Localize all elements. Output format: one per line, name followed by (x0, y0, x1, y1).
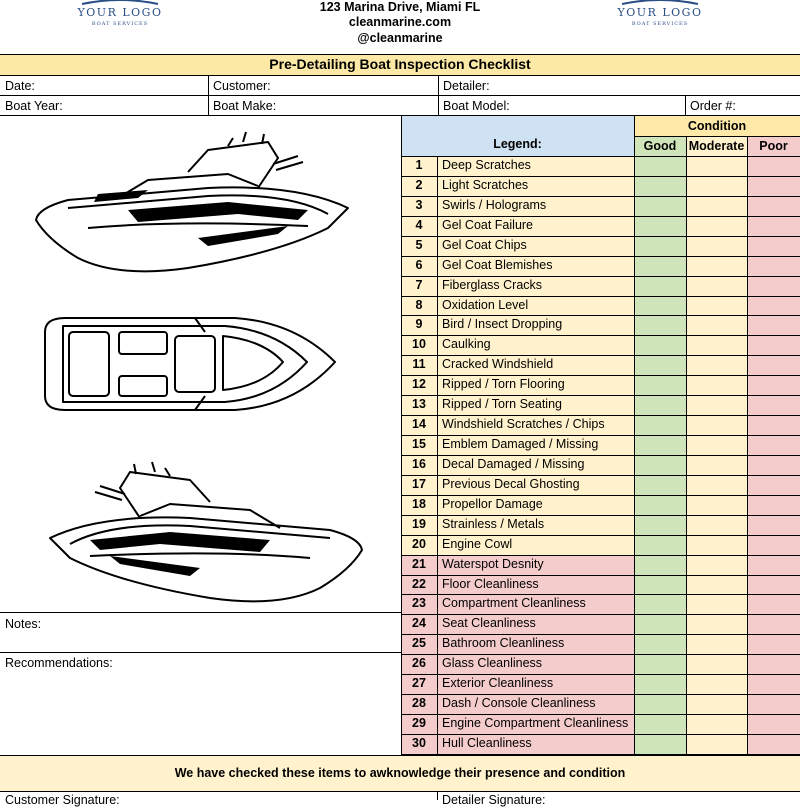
moderate-checkbox-cell[interactable] (686, 654, 747, 674)
moderate-checkbox-cell[interactable] (686, 634, 747, 654)
item-number: 10 (401, 335, 437, 355)
poor-checkbox-cell[interactable] (747, 196, 800, 216)
moderate-checkbox-cell[interactable] (686, 734, 747, 754)
item-label: Exterior Cleanliness (437, 674, 634, 694)
poor-checkbox-cell[interactable] (747, 634, 800, 654)
moderate-checkbox-cell[interactable] (686, 515, 747, 535)
good-checkbox-cell[interactable] (634, 375, 686, 395)
customer-field[interactable]: Customer: (213, 79, 271, 93)
order-number-field[interactable]: Order #: (690, 99, 736, 113)
recommendations-label: Recommendations: (5, 656, 113, 670)
item-label: Gel Coat Failure (437, 216, 634, 236)
item-number: 20 (401, 535, 437, 555)
item-number: 16 (401, 455, 437, 475)
poor-checkbox-cell[interactable] (747, 296, 800, 316)
moderate-column-header: Moderate (686, 136, 747, 156)
boat-side-view-image (28, 128, 368, 278)
poor-checkbox-cell[interactable] (747, 734, 800, 754)
good-checkbox-cell[interactable] (634, 256, 686, 276)
poor-checkbox-cell[interactable] (747, 216, 800, 236)
poor-checkbox-cell[interactable] (747, 176, 800, 196)
item-number: 8 (401, 296, 437, 316)
item-number: 17 (401, 475, 437, 495)
date-field[interactable]: Date: (5, 79, 35, 93)
good-checkbox-cell[interactable] (634, 475, 686, 495)
condition-header: Condition (634, 116, 800, 136)
item-label: Dash / Console Cleanliness (437, 694, 634, 714)
good-checkbox-cell[interactable] (634, 176, 686, 196)
moderate-checkbox-cell[interactable] (686, 216, 747, 236)
good-checkbox-cell[interactable] (634, 634, 686, 654)
item-label: Waterspot Desnity (437, 555, 634, 575)
item-label: Caulking (437, 335, 634, 355)
company-website: cleanmarine.com (348, 15, 452, 29)
good-checkbox-cell[interactable] (634, 674, 686, 694)
item-label: Propellor Damage (437, 495, 634, 515)
item-label: Windshield Scratches / Chips (437, 415, 634, 435)
item-label: Bathroom Cleanliness (437, 634, 634, 654)
item-number: 6 (401, 256, 437, 276)
item-label: Ripped / Torn Flooring (437, 375, 634, 395)
good-checkbox-cell[interactable] (634, 156, 686, 176)
moderate-checkbox-cell[interactable] (686, 435, 747, 455)
poor-checkbox-cell[interactable] (747, 395, 800, 415)
poor-checkbox-cell[interactable] (747, 714, 800, 734)
moderate-checkbox-cell[interactable] (686, 395, 747, 415)
item-label: Bird / Insect Dropping (437, 315, 634, 335)
detailer-signature-field[interactable]: Detailer Signature: (442, 793, 546, 807)
good-checkbox-cell[interactable] (634, 216, 686, 236)
poor-checkbox-cell[interactable] (747, 415, 800, 435)
moderate-checkbox-cell[interactable] (686, 575, 747, 595)
boat-side-view-rear-image (30, 458, 370, 608)
item-label: Strainless / Metals (437, 515, 634, 535)
good-checkbox-cell[interactable] (634, 455, 686, 475)
item-label: Seat Cleanliness (437, 614, 634, 634)
poor-checkbox-cell[interactable] (747, 535, 800, 555)
boat-model-field[interactable]: Boat Model: (443, 99, 510, 113)
item-label: Oxidation Level (437, 296, 634, 316)
item-label: Glass Cleanliness (437, 654, 634, 674)
moderate-checkbox-cell[interactable] (686, 495, 747, 515)
moderate-checkbox-cell[interactable] (686, 415, 747, 435)
item-number: 18 (401, 495, 437, 515)
item-number: 4 (401, 216, 437, 236)
item-label: Deep Scratches (437, 156, 634, 176)
item-number: 23 (401, 594, 437, 614)
item-label: Engine Cowl (437, 535, 634, 555)
item-label: Compartment Cleanliness (437, 594, 634, 614)
item-number: 2 (401, 176, 437, 196)
poor-checkbox-cell[interactable] (747, 435, 800, 455)
poor-checkbox-cell[interactable] (747, 694, 800, 714)
boat-top-view-image (35, 310, 345, 420)
poor-checkbox-cell[interactable] (747, 315, 800, 335)
good-checkbox-cell[interactable] (634, 395, 686, 415)
good-checkbox-cell[interactable] (634, 555, 686, 575)
legend-header: Legend: (401, 116, 634, 156)
item-label: Swirls / Holograms (437, 196, 634, 216)
good-checkbox-cell[interactable] (634, 495, 686, 515)
item-label: Decal Damaged / Missing (437, 455, 634, 475)
poor-checkbox-cell[interactable] (747, 256, 800, 276)
good-checkbox-cell[interactable] (634, 594, 686, 614)
logo-tagline: BOAT SERVICES (91, 21, 149, 27)
item-number: 3 (401, 196, 437, 216)
logo-tagline: BOAT SERVICES (631, 21, 689, 27)
moderate-checkbox-cell[interactable] (686, 296, 747, 316)
item-number: 30 (401, 734, 437, 754)
poor-checkbox-cell[interactable] (747, 156, 800, 176)
good-checkbox-cell[interactable] (634, 714, 686, 734)
item-label: Previous Decal Ghosting (437, 475, 634, 495)
poor-checkbox-cell[interactable] (747, 555, 800, 575)
poor-column-header: Poor (747, 136, 800, 156)
poor-checkbox-cell[interactable] (747, 614, 800, 634)
moderate-checkbox-cell[interactable] (686, 714, 747, 734)
item-label: Emblem Damaged / Missing (437, 435, 634, 455)
moderate-checkbox-cell[interactable] (686, 276, 747, 296)
good-checkbox-cell[interactable] (634, 196, 686, 216)
boat-year-field[interactable]: Boat Year: (5, 99, 63, 113)
poor-checkbox-cell[interactable] (747, 575, 800, 595)
item-label: Gel Coat Blemishes (437, 256, 634, 276)
company-address: 123 Marina Drive, Miami FL (319, 0, 481, 14)
moderate-checkbox-cell[interactable] (686, 156, 747, 176)
item-number: 11 (401, 355, 437, 375)
item-label: Light Scratches (437, 176, 634, 196)
good-checkbox-cell[interactable] (634, 335, 686, 355)
logo-name: YOUR LOGO (77, 6, 163, 19)
boat-make-field[interactable]: Boat Make: (213, 99, 277, 113)
good-checkbox-cell[interactable] (634, 515, 686, 535)
detailer-field[interactable]: Detailer: (443, 79, 490, 93)
poor-checkbox-cell[interactable] (747, 335, 800, 355)
poor-checkbox-cell[interactable] (747, 594, 800, 614)
moderate-checkbox-cell[interactable] (686, 455, 747, 475)
customer-signature-field[interactable]: Customer Signature: (5, 793, 120, 807)
logo-name: YOUR LOGO (617, 6, 703, 19)
good-checkbox-cell[interactable] (634, 415, 686, 435)
moderate-checkbox-cell[interactable] (686, 256, 747, 276)
good-checkbox-cell[interactable] (634, 435, 686, 455)
item-number: 19 (401, 515, 437, 535)
good-checkbox-cell[interactable] (634, 236, 686, 256)
item-number: 22 (401, 575, 437, 595)
item-number: 9 (401, 315, 437, 335)
item-label: Gel Coat Chips (437, 236, 634, 256)
item-label: Ripped / Torn Seating (437, 395, 634, 415)
item-label: Hull Cleanliness (437, 734, 634, 754)
moderate-checkbox-cell[interactable] (686, 176, 747, 196)
moderate-checkbox-cell[interactable] (686, 594, 747, 614)
moderate-checkbox-cell[interactable] (686, 196, 747, 216)
item-number: 1 (401, 156, 437, 176)
poor-checkbox-cell[interactable] (747, 455, 800, 475)
good-checkbox-cell[interactable] (634, 355, 686, 375)
company-handle: @cleanmarine (357, 31, 443, 45)
item-number: 26 (401, 654, 437, 674)
good-checkbox-cell[interactable] (634, 694, 686, 714)
moderate-checkbox-cell[interactable] (686, 475, 747, 495)
item-number: 28 (401, 694, 437, 714)
moderate-checkbox-cell[interactable] (686, 535, 747, 555)
item-number: 5 (401, 236, 437, 256)
moderate-checkbox-cell[interactable] (686, 375, 747, 395)
good-checkbox-cell[interactable] (634, 276, 686, 296)
item-label: Engine Compartment Cleanliness (437, 714, 634, 734)
poor-checkbox-cell[interactable] (747, 355, 800, 375)
moderate-checkbox-cell[interactable] (686, 355, 747, 375)
item-number: 15 (401, 435, 437, 455)
good-checkbox-cell[interactable] (634, 734, 686, 754)
moderate-checkbox-cell[interactable] (686, 674, 747, 694)
moderate-checkbox-cell[interactable] (686, 555, 747, 575)
good-checkbox-cell[interactable] (634, 296, 686, 316)
item-number: 12 (401, 375, 437, 395)
item-number: 27 (401, 674, 437, 694)
poor-checkbox-cell[interactable] (747, 515, 800, 535)
good-checkbox-cell[interactable] (634, 614, 686, 634)
moderate-checkbox-cell[interactable] (686, 694, 747, 714)
moderate-checkbox-cell[interactable] (686, 315, 747, 335)
poor-checkbox-cell[interactable] (747, 495, 800, 515)
item-label: Floor Cleanliness (437, 575, 634, 595)
item-label: Fiberglass Cracks (437, 276, 634, 296)
recommendations-area[interactable] (0, 672, 401, 754)
item-number: 29 (401, 714, 437, 734)
item-number: 14 (401, 415, 437, 435)
item-number: 25 (401, 634, 437, 654)
poor-checkbox-cell[interactable] (747, 276, 800, 296)
acknowledgement-text: We have checked these items to awknowledge their presence and condition (0, 755, 800, 791)
poor-checkbox-cell[interactable] (747, 236, 800, 256)
notes-label: Notes: (5, 617, 42, 631)
item-number: 7 (401, 276, 437, 296)
notes-area[interactable] (0, 632, 401, 652)
moderate-checkbox-cell[interactable] (686, 614, 747, 634)
item-number: 21 (401, 555, 437, 575)
moderate-checkbox-cell[interactable] (686, 236, 747, 256)
item-number: 13 (401, 395, 437, 415)
poor-checkbox-cell[interactable] (747, 654, 800, 674)
good-column-header: Good (634, 136, 686, 156)
good-checkbox-cell[interactable] (634, 535, 686, 555)
poor-checkbox-cell[interactable] (747, 475, 800, 495)
item-label: Cracked Windshield (437, 355, 634, 375)
moderate-checkbox-cell[interactable] (686, 335, 747, 355)
good-checkbox-cell[interactable] (634, 315, 686, 335)
poor-checkbox-cell[interactable] (747, 375, 800, 395)
good-checkbox-cell[interactable] (634, 654, 686, 674)
checklist-title: Pre-Detailing Boat Inspection Checklist (0, 54, 800, 75)
good-checkbox-cell[interactable] (634, 575, 686, 595)
item-number: 24 (401, 614, 437, 634)
poor-checkbox-cell[interactable] (747, 674, 800, 694)
